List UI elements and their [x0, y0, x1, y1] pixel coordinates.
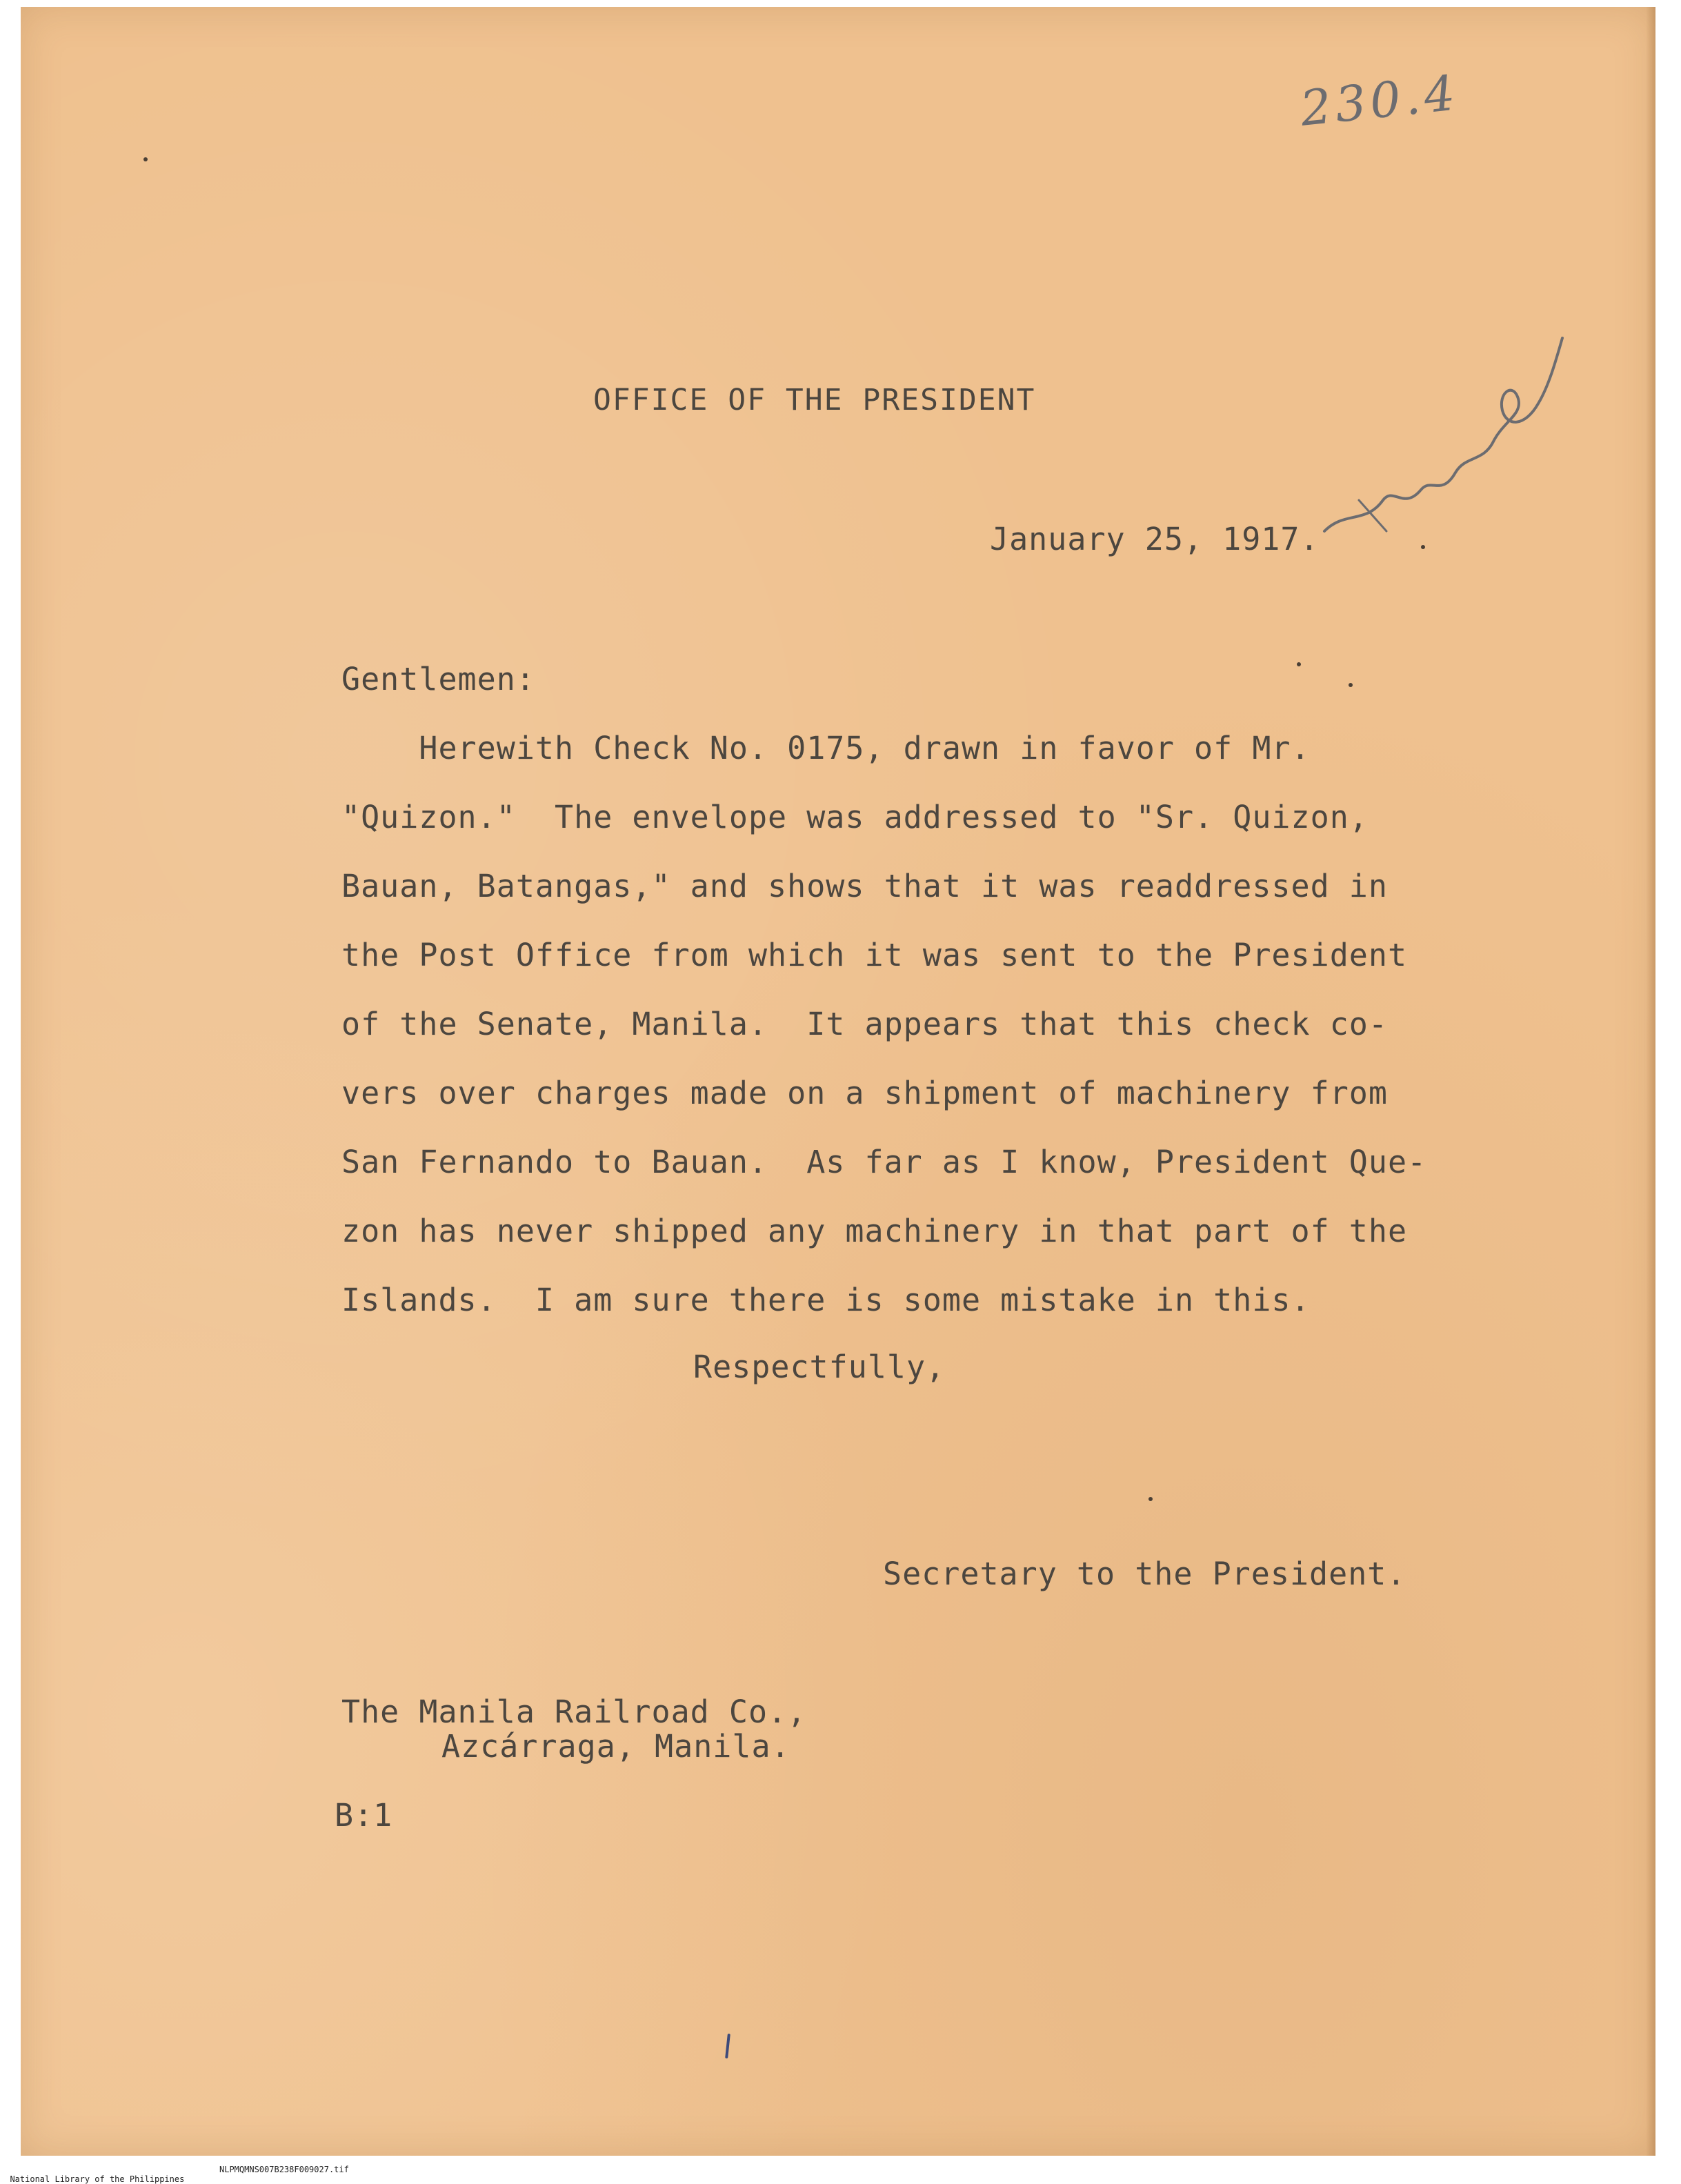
- ink-speck: [1421, 545, 1425, 549]
- archive-filename: NLPMQMNS007B238F009027.tif: [219, 2165, 349, 2174]
- ink-speck: [143, 157, 148, 161]
- handwritten-file-number: 230.4: [1297, 64, 1462, 137]
- salutation: Gentlemen:: [341, 661, 535, 697]
- handwritten-initials: [1317, 324, 1566, 552]
- body-line: the Post Office from which it was sent to the President: [341, 937, 1408, 973]
- addressee-address: Azcárraga, Manila.: [441, 1728, 790, 1765]
- ink-speck: [1297, 662, 1301, 666]
- body-line: Bauan, Batangas," and shows that it was readdressed in: [341, 868, 1388, 904]
- archive-footer: [0, 2165, 184, 2184]
- closing: Respectfully,: [693, 1349, 946, 1385]
- ink-speck: [1349, 683, 1353, 687]
- letter-date: January 25, 1917.: [990, 521, 1320, 557]
- body-line: Islands. I am sure there is some mistake in this.: [341, 1282, 1311, 1318]
- body-line: San Fernando to Bauan. As far as I know, President Que-: [341, 1144, 1427, 1180]
- body-line: vers over charges made on a shipment of machinery from: [341, 1075, 1388, 1111]
- addressee-name: The Manila Railroad Co.,: [341, 1694, 807, 1730]
- paper-edge-shadow: [1646, 7, 1655, 2156]
- body-line: zon has never shipped any machinery in that part of the: [341, 1213, 1408, 1249]
- letterhead-title: OFFICE OF THE PRESIDENT: [593, 383, 1036, 417]
- body-line: Herewith Check No. 0175, drawn in favor of Mr.: [341, 730, 1311, 766]
- reference-code: B:1: [335, 1797, 393, 1834]
- body-line: of the Senate, Manila. It appears that this check co-: [341, 1006, 1388, 1042]
- signature-title: Secretary to the President.: [883, 1556, 1406, 1592]
- body-line: "Quizon." The envelope was addressed to "Sr. Quizon,: [341, 799, 1369, 835]
- ink-speck: [1148, 1497, 1153, 1501]
- footer-source: National Library of the Philippines: [10, 2174, 185, 2184]
